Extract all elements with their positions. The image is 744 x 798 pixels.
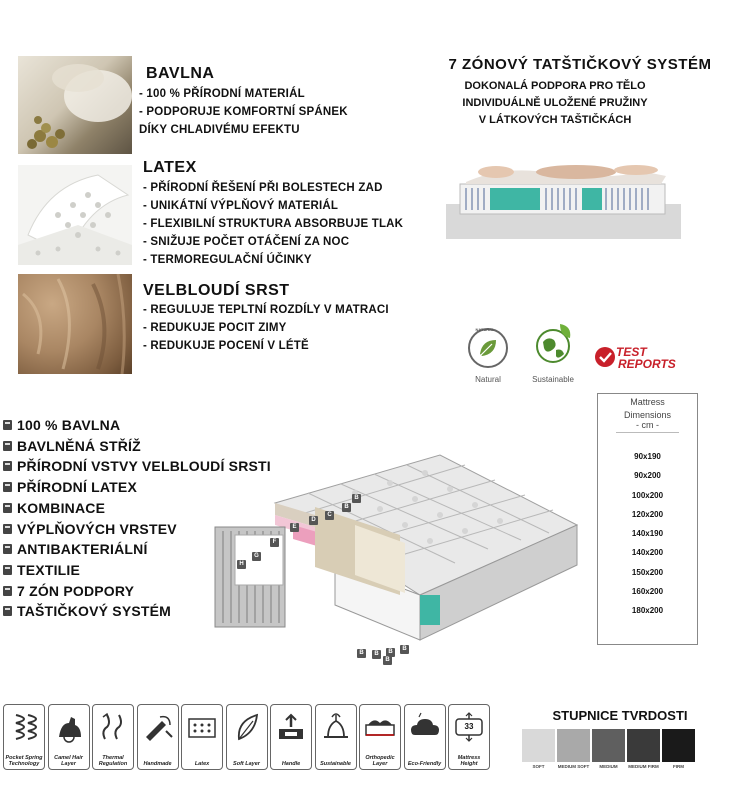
camel-hair-tile	[48, 704, 90, 770]
natural-badge-label: Natural	[475, 375, 501, 384]
pocket-spring-photo	[446, 154, 681, 239]
mattress-bullet-icon	[3, 524, 12, 534]
layer-letter-marker: F	[270, 538, 279, 547]
dimension-size: 90x200	[634, 471, 661, 481]
feature-bullet-text: VÝPLŇOVÝCH VRSTEV	[17, 520, 177, 537]
firmness-level-label: FIRM	[673, 764, 684, 769]
layer-letter-marker: B	[400, 645, 409, 654]
globe-icon	[528, 320, 578, 370]
mattress-height-value: 33	[464, 722, 474, 731]
feature-line: - PODPORUJE KOMFORTNÍ SPÁNEK	[139, 106, 348, 118]
eco-friendly-icon	[409, 711, 441, 743]
layer-letter-marker: H	[237, 560, 246, 569]
dimension-size: 160x200	[631, 587, 664, 597]
feature-line: - UNIKÁTNÍ VÝPLŇOVÝ MATERIÁL	[143, 200, 339, 212]
layer-letter-marker: B	[352, 494, 361, 503]
layer-letter-marker: B	[372, 650, 381, 659]
latex-icon	[186, 711, 218, 743]
feature-bullet-text: 100 % BAVLNA	[17, 417, 121, 433]
icon-label: Eco-Friendly	[407, 761, 442, 767]
dimension-size: 120x200	[631, 509, 664, 519]
feature-line: - REDUKUJE POCENÍ V LÉTĚ	[143, 340, 309, 352]
mattress-cross-section	[205, 445, 585, 660]
firmness-level-swatch	[662, 729, 695, 762]
layer-letter-marker: E	[290, 523, 299, 532]
pocket-spring-icon	[8, 711, 40, 743]
feature-bullet-text: BAVLNĚNÁ STŘÍŽ	[17, 437, 141, 454]
feature-line: DÍKY CHLADIVÉMU EFEKTU	[139, 124, 300, 136]
firmness-level-label: MEDIUM	[599, 764, 618, 769]
firmness-level-swatch	[557, 729, 590, 762]
layer-letter-marker: G	[252, 552, 261, 561]
mattress-bullet-icon	[3, 586, 12, 596]
check-seal-icon	[594, 346, 616, 368]
sustainable-badge	[526, 320, 580, 384]
system-line: V LÁTKOVÝCH TAŠTIČKÁCH	[478, 114, 632, 126]
sustainable-tile	[315, 704, 357, 770]
dimension-size: 140x200	[631, 548, 664, 558]
dimensions-header: Mattress	[630, 397, 665, 407]
dimension-size: 180x200	[631, 606, 664, 616]
feature-line: - TERMOREGULAČNÍ ÚČINKY	[143, 254, 312, 266]
firmness-title: STUPNICE TVRDOSTI	[552, 708, 688, 723]
icon-label: Orthopedic Layer	[365, 755, 395, 767]
test-reports-badge	[594, 342, 674, 378]
icon-label: Camel Hair Layer	[54, 755, 83, 767]
feature-line: - FLEXIBILNÍ STRUKTURA ABSORBUJE TLAK	[143, 218, 404, 230]
icon-label: Handle	[281, 761, 301, 767]
natural-badge-ring-text: NATURAL	[475, 327, 495, 332]
dimension-size: 100x200	[631, 490, 664, 500]
feature-bullet-text: TEXTILIE	[17, 561, 81, 578]
feature-bullet-text: 7 ZÓN PODPORY	[17, 582, 135, 599]
feature-bullet-text: KOMBINACE	[17, 499, 106, 516]
thermal-regulation-icon	[97, 711, 129, 743]
dimension-size: 90x190	[634, 452, 661, 461]
feature-bullet	[3, 415, 283, 436]
dimensions-header: Dimensions	[623, 410, 672, 420]
mattress-height-tile	[448, 704, 490, 770]
camel-hair-icon	[53, 711, 85, 743]
soft-layer-icon	[231, 711, 263, 743]
icon-label: Sustainable	[320, 761, 351, 767]
orthopedic-layer-icon	[364, 711, 396, 743]
layer-letter-marker: B	[383, 656, 392, 665]
latex-photo	[18, 165, 132, 265]
firmness-level-swatch	[522, 729, 555, 762]
cotton-photo	[18, 56, 132, 154]
layer-letter-marker: B	[357, 649, 366, 658]
icon-label: Pocket Spring Technology	[5, 755, 43, 767]
handmade-tile	[137, 704, 179, 770]
firmness-level-label: MEDIUM SOFT	[557, 764, 590, 769]
thermal-regulation-tile	[92, 704, 134, 770]
dimension-size: 150x200	[631, 567, 664, 577]
icon-label: Mattress Height	[457, 755, 481, 767]
dimensions-table	[597, 393, 698, 645]
feature-bullet-text: TAŠTIČKOVÝ SYSTÉM	[17, 603, 172, 620]
icon-label: Soft Layer	[233, 761, 260, 767]
system-line: INDIVIDUÁLNĚ ULOŽENÉ PRUŽINY	[462, 97, 648, 109]
feature-line: - PŘÍRODNÍ ŘEŠENÍ PŘI BOLESTECH ZAD	[143, 182, 383, 194]
handle-tile	[270, 704, 312, 770]
firmness-level-label: SOFT	[532, 764, 545, 769]
mattress-bullet-icon	[3, 565, 12, 575]
icon-label: Latex	[194, 761, 210, 767]
layer-letter-marker: C	[325, 511, 334, 520]
feature-line: - SNIŽUJE POČET OTÁČENÍ ZA NOC	[143, 236, 350, 248]
feature-bullet-text: PŘÍRODNÍ VSTVY VELBLOUDÍ SRSTI	[17, 458, 271, 475]
soft-layer-tile	[226, 704, 268, 770]
feature-title-cotton: BAVLNA	[146, 65, 215, 82]
test-reports-text: REPORTS	[618, 357, 676, 371]
feature-bullet-text: PŘÍRODNÍ LATEX	[17, 479, 137, 496]
mattress-bullet-icon	[3, 503, 12, 513]
mattress-bullet-icon	[3, 544, 12, 554]
leaf-icon	[466, 326, 510, 370]
dimension-size: 140x190	[631, 529, 664, 539]
orthopedic-layer-tile	[359, 704, 401, 770]
dimensions-header: - cm -	[616, 420, 679, 433]
feature-line: - 100 % PŘÍRODNÍ MATERIÁL	[139, 88, 305, 100]
firmness-level-swatch	[627, 729, 660, 762]
handle-icon	[275, 711, 307, 743]
feature-bullet-text: ANTIBAKTERIÁLNÍ	[17, 541, 148, 558]
layer-letter-marker: B	[386, 648, 395, 657]
natural-badge	[463, 326, 513, 384]
pocket-spring-tile	[3, 704, 45, 770]
feature-line: - REGULUJE TEPLTNÍ ROZDÍLY V MATRACI	[143, 304, 389, 316]
dimensions-rows	[598, 447, 697, 621]
sustainable-badge-label: Sustainable	[532, 375, 574, 384]
mattress-bullet-icon	[3, 461, 12, 471]
layer-letter-marker: B	[342, 503, 351, 512]
firmness-level-label: MEDIUM FIRM	[628, 764, 659, 769]
icon-label: Thermal Regulation	[98, 755, 128, 767]
mattress-bullet-icon	[3, 482, 12, 492]
test-reports-text: TEST	[616, 345, 647, 359]
sustainable-icon	[320, 711, 352, 743]
mattress-bullet-icon	[3, 606, 12, 616]
feature-line: - REDUKUJE POCIT ZIMY	[143, 322, 287, 334]
feature-title-latex: LATEX	[143, 159, 197, 176]
camel-hair-photo	[18, 274, 132, 374]
latex-tile	[181, 704, 223, 770]
system-title: 7 ZÓNOVÝ TATŠTIČKOVÝ SYSTÉM	[448, 56, 712, 73]
eco-friendly-tile	[404, 704, 446, 770]
feature-title-camel: VELBLOUDÍ SRST	[143, 282, 290, 299]
mattress-bullet-icon	[3, 420, 12, 430]
layer-letter-marker: D	[309, 516, 318, 525]
icon-label: Handmade	[143, 761, 172, 767]
system-line: DOKONALÁ PODPORA PRO TĚLO	[464, 80, 646, 92]
mattress-bullet-icon	[3, 441, 12, 451]
feature-icon-strip	[0, 704, 497, 772]
firmness-level-swatch	[592, 729, 625, 762]
handmade-icon	[142, 711, 174, 743]
